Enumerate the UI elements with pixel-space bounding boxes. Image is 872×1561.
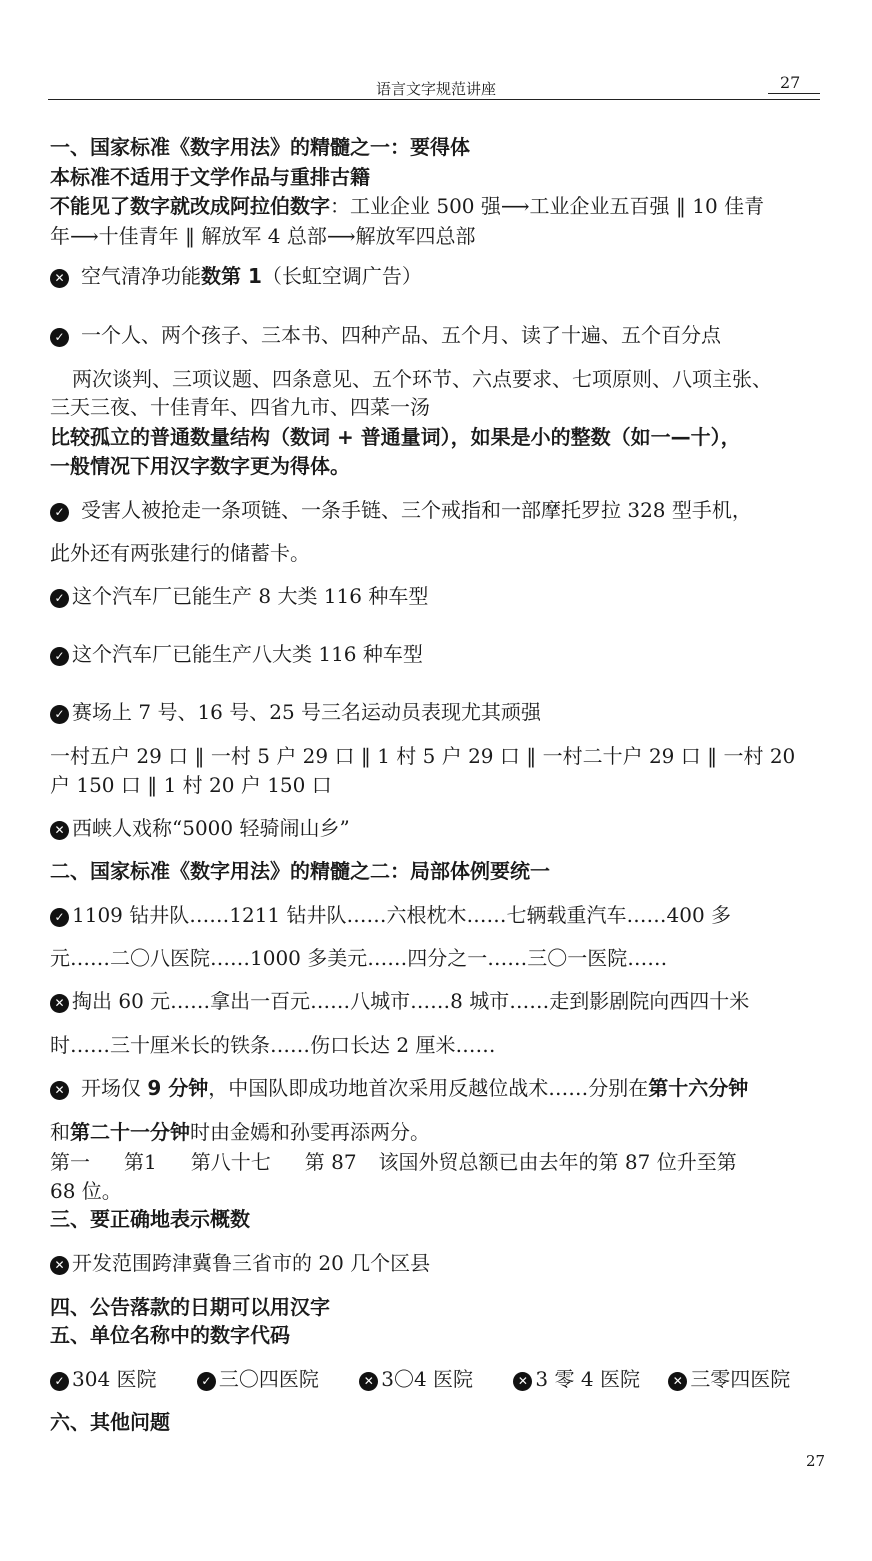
paragraph-line: 68 位。: [50, 1179, 122, 1203]
text-run: ：工业企业 500 强⟶工业企业五百强 ‖ 10 佳青: [330, 194, 765, 218]
text-run: 这个汽车厂已能生产 8 大类 116 种车型: [72, 584, 429, 608]
text-run: 时由金嫣和孙雯再添两分。: [190, 1120, 430, 1144]
text-run: 和: [50, 1120, 70, 1144]
check-circle-icon: ✓: [50, 503, 69, 522]
example-line: [50, 500, 752, 522]
text-run: 三零四医院: [690, 1367, 791, 1391]
check-circle-icon: ✓: [50, 328, 69, 347]
example-line: [50, 1078, 748, 1100]
check-circle-icon: ✓: [50, 705, 69, 724]
header-number-underline: [768, 93, 820, 94]
text-run: 开场仅: [81, 1076, 148, 1100]
bold-phrase: 第二十一分钟: [70, 1120, 190, 1144]
text-run: 304 医院: [72, 1367, 157, 1391]
paragraph-line: 元……二〇八医院……1000 多美元……四分之一……三〇一医院……: [50, 946, 668, 970]
text-run: 第八十七: [190, 1150, 271, 1174]
section-1-title: 一、国家标准《数字用法》的精髓之一：要得体: [50, 135, 470, 159]
check-circle-icon: ✓: [50, 647, 69, 666]
example-line: [50, 702, 541, 724]
header-page-number: 27: [780, 73, 801, 92]
bold-phrase: 9 分钟: [147, 1076, 209, 1100]
example-line: [50, 905, 731, 927]
text-run: 一个人、两个孩子、三本书、四种产品、五个月、读了十遍、五个百分点: [81, 323, 721, 347]
example-line: [50, 586, 428, 608]
bold-phrase: 第十六分钟: [648, 1076, 749, 1100]
text-run: ，中国队即成功地首次采用反越位战术……分别在: [208, 1076, 649, 1100]
text-run: 赛场上 7 号、16 号、25 号三名运动员表现尤其顽强: [72, 700, 542, 724]
cross-circle-icon: ✕: [513, 1372, 532, 1391]
check-circle-icon: ✓: [50, 908, 69, 927]
text-run: 3〇4 医院: [381, 1367, 474, 1391]
cross-circle-icon: ✕: [50, 1081, 69, 1100]
section-6-title: 六、其他问题: [50, 1410, 170, 1434]
cross-circle-icon: ✕: [50, 994, 69, 1013]
paragraph-line: 三天三夜、十佳青年、四省九市、四菜一汤: [50, 395, 430, 419]
section-2-title: 二、国家标准《数字用法》的精髓之二：局部体例要统一: [50, 859, 550, 883]
text-run: 这个汽车厂已能生产八大类 116 种车型: [72, 642, 423, 666]
cross-circle-icon: ✕: [50, 821, 69, 840]
text-run: 1109 钻井队……1211 钻井队……六根枕木……七辆载重汽车……400 多: [72, 903, 732, 927]
text-run: （长虹空调广告）: [261, 264, 422, 288]
section-3-title: 三、要正确地表示概数: [50, 1207, 250, 1231]
example-line: [50, 266, 422, 288]
cross-circle-icon: ✕: [50, 269, 69, 288]
text-run: 第1: [124, 1150, 157, 1174]
text-run: 3 零 4 医院: [535, 1367, 640, 1391]
bold-phrase: 不能见了数字就改成阿拉伯数字: [50, 194, 330, 218]
check-circle-icon: ✓: [50, 589, 69, 608]
text-run: 掏出 60 元……拿出一百元……八城市……8 城市……走到影剧院向西四十米: [72, 989, 750, 1013]
running-header-title: 语言文字规范讲座: [375, 80, 496, 98]
text-run: 受害人被抢走一条项链、一条手链、三个戒指和一部摩托罗拉 328 型手机，: [81, 498, 752, 522]
paragraph-line: 此外还有两张建行的储蓄卡。: [50, 541, 310, 565]
section-5-title: 五、单位名称中的数字代码: [50, 1323, 290, 1347]
section-4-title: 四、公告落款的日期可以用汉字: [50, 1295, 330, 1319]
ordinal-examples-line: [50, 1152, 737, 1172]
rule-statement: 一般情况下用汉字数字更为得体。: [50, 454, 350, 478]
text-run: 第 87: [304, 1150, 357, 1174]
example-line: [50, 644, 423, 666]
text-run: 该国外贸总额已由去年的第 87 位升至第: [378, 1150, 737, 1174]
cross-circle-icon: ✕: [359, 1372, 378, 1391]
text-run: 空气清净功能: [81, 264, 201, 288]
example-line: [50, 1253, 430, 1275]
paragraph-line: [50, 1122, 430, 1142]
check-circle-icon: ✓: [197, 1372, 216, 1391]
rule-statement: 比较孤立的普通数量结构（数词 + 普通量词），如果是小的整数（如一—十），: [50, 425, 741, 449]
cross-circle-icon: ✕: [50, 1256, 69, 1275]
paragraph-line: 两次谈判、三项议题、四条意见、五个环节、六点要求、七项原则、八项主张、: [72, 367, 772, 391]
bold-phrase: 数第 1: [201, 264, 262, 288]
unit-code-examples-line: [50, 1369, 790, 1391]
text-run: 开发范围跨津冀鲁三省市的 20 几个区县: [72, 1251, 431, 1275]
footer-page-number: 27: [806, 1452, 826, 1470]
paragraph-line: 户 150 口 ‖ 1 村 20 户 150 口: [50, 773, 332, 797]
check-circle-icon: ✓: [50, 1372, 69, 1391]
example-line: [50, 325, 721, 347]
paragraph-line: 时……三十厘米长的铁条……伤口长达 2 厘米……: [50, 1033, 496, 1057]
text-run: 西峡人戏称“5000 轻骑闹山乡”: [72, 816, 350, 840]
paragraph-line: 一村五户 29 口 ‖ 一村 5 户 29 口 ‖ 1 村 5 户 29 口 ‖ 一村二十户 29 口 ‖ 一村 20: [50, 744, 796, 768]
standard-scope-note: 本标准不适用于文学作品与重排古籍: [50, 165, 370, 189]
example-line: [50, 818, 350, 840]
paragraph-line: [50, 196, 764, 216]
paragraph-line: 年⟶十佳青年 ‖ 解放军 4 总部⟶解放军四总部: [50, 224, 476, 248]
cross-circle-icon: ✕: [668, 1372, 687, 1391]
text-run: 第一: [50, 1150, 90, 1174]
text-run: 三〇四医院: [218, 1367, 319, 1391]
header-rule: [48, 99, 820, 100]
example-line: [50, 991, 749, 1013]
